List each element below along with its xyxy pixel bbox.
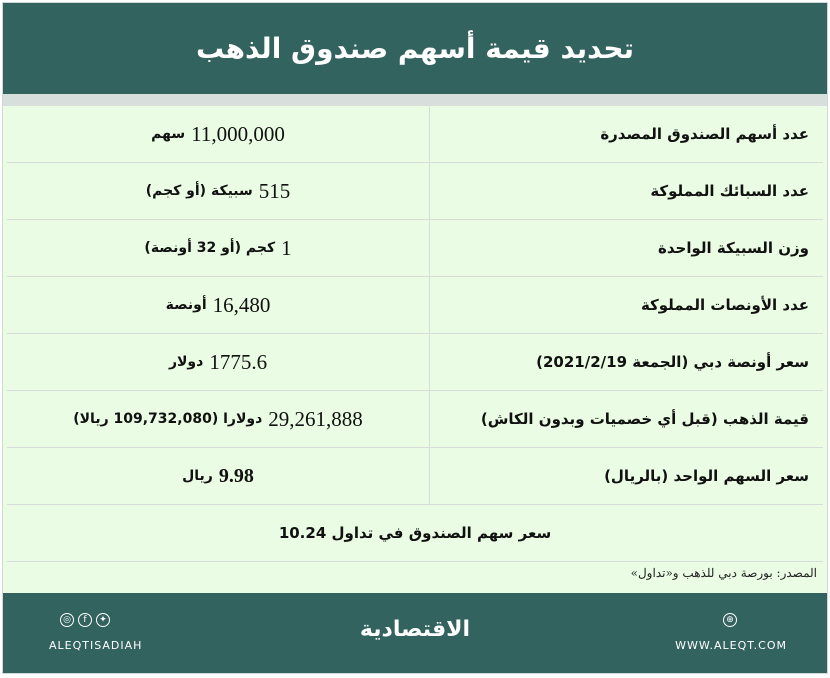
row-unit: دولار <box>168 354 204 370</box>
summary-row: سعر سهم الصندوق في تداول 10.24 <box>7 505 823 562</box>
row-number: 16,480 <box>212 292 271 317</box>
header <box>3 3 827 94</box>
row-value <box>7 163 429 219</box>
row-value <box>7 106 429 162</box>
table-row <box>7 277 823 334</box>
row-unit: أونصة <box>165 297 207 313</box>
row-value <box>7 277 429 333</box>
row-number: 29,261,888 <box>268 406 363 431</box>
social-icons <box>60 613 110 627</box>
table-row <box>7 391 823 448</box>
logo: الاقتصادية <box>359 617 471 642</box>
instagram-icon[interactable]: ◎ <box>60 613 74 627</box>
facebook-icon[interactable]: f <box>78 613 92 627</box>
table-row <box>7 163 823 220</box>
row-unit: سهم <box>151 126 186 142</box>
row-label: قيمة الذهب (قبل أي خصميات وبدون الكاش) <box>429 391 823 447</box>
infographic <box>2 2 828 674</box>
data-table <box>7 106 823 562</box>
row-label: سعر أونصة دبي (الجمعة 2021/2/19) <box>429 334 823 390</box>
row-label: عدد أسهم الصندوق المصدرة <box>429 106 823 162</box>
header-divider <box>3 94 827 106</box>
table-row <box>7 106 823 163</box>
row-value <box>7 220 429 276</box>
twitter-icon[interactable]: ✦ <box>96 613 110 627</box>
footer <box>3 593 827 673</box>
row-label: عدد الأونصات المملوكة <box>429 277 823 333</box>
row-value <box>7 448 429 504</box>
row-number: 11,000,000 <box>191 121 285 146</box>
table-row <box>7 220 823 277</box>
row-unit: سبيكة (أو كجم) <box>145 183 253 199</box>
row-unit: دولارا (109,732,080 ريالا) <box>73 411 263 427</box>
website-link[interactable]: WWW.ALEQT.COM <box>675 639 787 652</box>
table-row <box>7 448 823 505</box>
row-number: 9.98 <box>218 464 254 487</box>
row-label: عدد السبائك المملوكة <box>429 163 823 219</box>
globe-icon: ⊕ <box>723 613 737 627</box>
row-unit: كجم (أو 32 أونصة) <box>144 240 276 256</box>
row-number: 1775.6 <box>209 349 268 374</box>
page-title: تحديد قيمة أسهم صندوق الذهب <box>195 32 635 65</box>
row-number: 515 <box>258 178 291 203</box>
row-value <box>7 391 429 447</box>
social-handle[interactable]: ALEQTISADIAH <box>49 639 143 652</box>
source-note: المصدر: بورصة دبي للذهب و«تداول» <box>630 566 817 580</box>
row-unit: ريال <box>182 468 213 484</box>
row-label: سعر السهم الواحد (بالريال) <box>429 448 823 504</box>
row-label: وزن السبيكة الواحدة <box>429 220 823 276</box>
row-number: 1 <box>281 235 292 260</box>
row-value <box>7 334 429 390</box>
table-row <box>7 334 823 391</box>
